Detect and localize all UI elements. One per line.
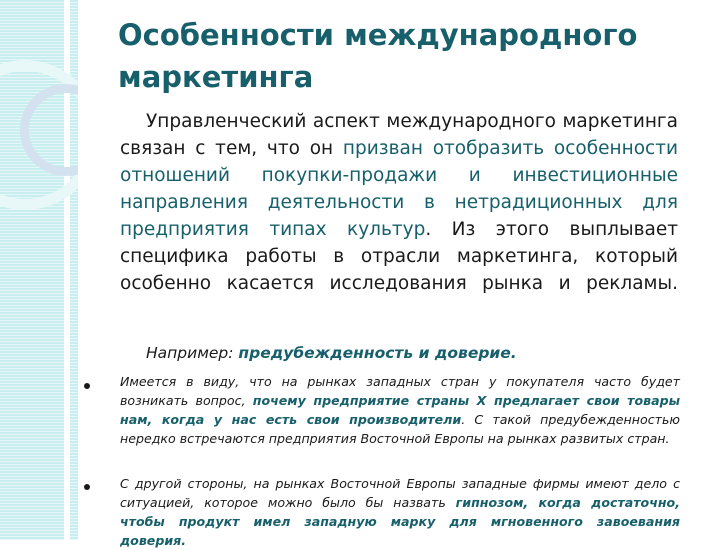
decorative-side-band — [0, 0, 78, 540]
bullet-marker-2 — [84, 484, 90, 490]
bullet-2-text-start: С другой стороны, на рынках Восточной Европы западные фирмы имеют дело с ситуацией, которое можно было бы назвать — [120, 476, 680, 510]
example-highlight: предубежденность и доверие. — [238, 344, 517, 362]
bullet-item-2 — [120, 474, 680, 550]
bullet-marker-1 — [84, 383, 90, 389]
example-line — [146, 342, 517, 364]
bullet-1-highlight: почему предприятие страны Х предлагает свои товары нам, когда у нас есть свои производители — [120, 393, 680, 427]
example-label: Например: — [146, 344, 239, 362]
paragraph-text-part1: Управленческий аспект международного маркетинга связан с тем, что он — [120, 111, 678, 159]
paragraph-text-part3: . Из этого выплывает специфика работы в отрасли маркетинга, который особенно касается — [120, 219, 678, 294]
paragraph-text-part4: исследования рынка и рекламы. — [329, 273, 678, 294]
bullet-1-text-end: . С такой предубежденностью нередко встречаются предприятия Восточной Европы на рынках развитых стран. — [120, 412, 680, 446]
paragraph-highlight: призван отобразить особенности отношений покупки-продажи и инвестиционные направления деятельности в нетрадиционных для предприятия типах культур — [120, 138, 678, 240]
bullet-2-highlight: гипнозом, когда достаточно, чтобы продукт имел западную марку для мгновенного завоевания доверия. — [120, 495, 680, 548]
bullet-item-1 — [120, 372, 680, 448]
bullet-1-text-start: Имеется в виду, что на рынках западных стран у покупателя часто будет возникать вопрос, — [120, 374, 680, 408]
main-paragraph — [120, 108, 678, 297]
slide-title: Особенности международного маркетинга — [118, 18, 638, 94]
